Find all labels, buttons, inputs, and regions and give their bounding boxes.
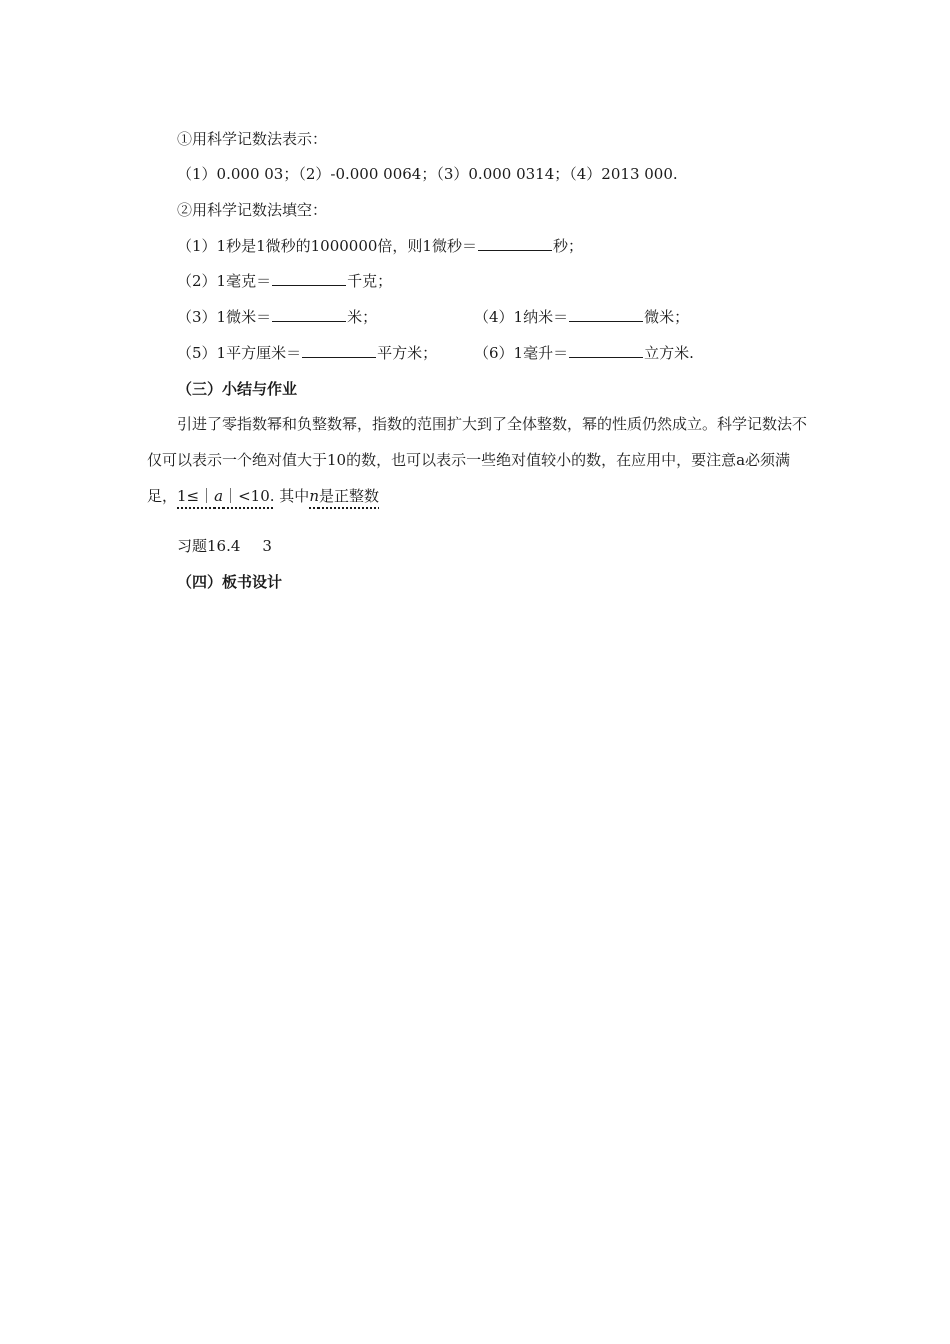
n-variable: n bbox=[309, 487, 319, 505]
exercise-2-q5 bbox=[177, 343, 437, 363]
q5-suffix: 平方米； bbox=[377, 344, 438, 362]
exercise-2-q1 bbox=[177, 236, 583, 256]
q4-suffix: 微米； bbox=[644, 308, 690, 326]
section-board-heading: （四）板书设计 bbox=[177, 573, 283, 591]
exercise-1-title: ①用科学记数法表示： bbox=[177, 130, 328, 148]
answer-blank-1 bbox=[478, 236, 552, 251]
q3-suffix: 米； bbox=[347, 308, 378, 326]
condition-right: ｜<10. bbox=[223, 487, 275, 505]
exercise-2-title: ②用科学记数法填空： bbox=[177, 201, 328, 219]
answer-blank-5 bbox=[302, 343, 376, 358]
q2-prefix: （2）1毫克＝ bbox=[177, 272, 272, 290]
q1-suffix: 秒； bbox=[552, 237, 583, 255]
homework-line bbox=[177, 536, 272, 556]
condition-left: 1≤｜ bbox=[177, 487, 215, 505]
answer-blank-2 bbox=[272, 271, 346, 286]
q4-prefix: （4）1纳米＝ bbox=[474, 308, 569, 326]
q6-prefix: （6）1毫升＝ bbox=[474, 344, 569, 362]
summary-paragraph bbox=[147, 406, 807, 514]
exercise-2-q6 bbox=[474, 343, 694, 363]
q1-prefix: （1）1秒是1微秒的1000000倍，则1微秒＝ bbox=[177, 237, 477, 255]
exercise-2-q2 bbox=[177, 271, 392, 291]
q6-suffix: 立方米. bbox=[644, 344, 694, 362]
n-condition bbox=[309, 487, 379, 505]
condition-variable: a bbox=[214, 487, 224, 505]
summary-mid-text: 其中 bbox=[274, 487, 310, 505]
q2-suffix: 千克； bbox=[347, 272, 393, 290]
answer-blank-4 bbox=[569, 307, 643, 322]
section-summary-heading: （三）小结与作业 bbox=[177, 380, 298, 398]
homework-number: 3 bbox=[262, 537, 272, 555]
summary-text: 引进了零指数幂和负整数幂，指数的范围扩大到了全体整数，幂的性质仍然成立。科学记数法不仅可以表示一个绝对值大于10的数，也可以表示一些绝对值较小的数，在应用中，要注意a必须满足， bbox=[147, 415, 808, 505]
exercise-2-q3 bbox=[177, 307, 377, 327]
q5-prefix: （5）1平方厘米＝ bbox=[177, 344, 302, 362]
exercise-2-q4 bbox=[474, 307, 689, 327]
q3-prefix: （3）1微米＝ bbox=[177, 308, 272, 326]
n-condition-text: 是正整数 bbox=[318, 487, 379, 505]
answer-blank-3 bbox=[272, 307, 346, 322]
condition-expression bbox=[177, 487, 275, 505]
answer-blank-6 bbox=[569, 343, 643, 358]
homework-label: 习题16.4 bbox=[177, 537, 241, 555]
exercise-1-items: （1）0.000 03；（2）-0.000 0064；（3）0.000 0314；（4）2013 000. bbox=[177, 165, 678, 183]
